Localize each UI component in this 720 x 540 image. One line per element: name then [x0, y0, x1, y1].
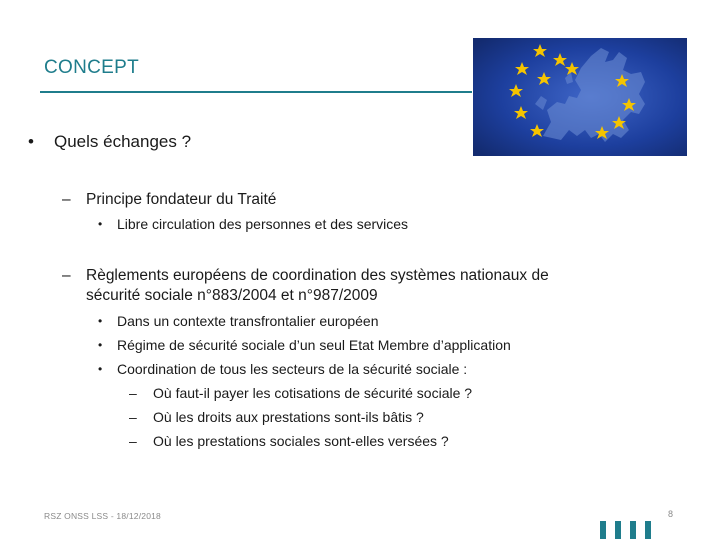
item2-heading-line2: sécurité sociale n°883/2004 et n°987/2009 — [86, 287, 378, 304]
item2-point — [98, 333, 511, 357]
footer-text: RSZ ONSS LSS - 18/12/2018 — [44, 511, 161, 521]
dash-icon: – — [62, 267, 71, 284]
item2-subpoint-text: Où les droits aux prestations sont-ils bâtis ? — [153, 409, 424, 425]
title-underline — [40, 91, 472, 93]
bullet-icon: • — [98, 217, 103, 231]
bullet-icon: • — [28, 132, 34, 151]
dash-icon: – — [62, 191, 71, 208]
item1-point-text: Libre circulation des personnes et des services — [117, 216, 409, 232]
page-number: 8 — [668, 509, 674, 519]
item2-heading — [62, 266, 549, 306]
item2-subpoint — [129, 429, 449, 453]
dash-icon: – — [129, 433, 137, 449]
question-bullet — [28, 132, 191, 152]
bullet-icon: • — [98, 338, 103, 352]
dash-icon: – — [129, 385, 137, 401]
item2-point — [98, 357, 468, 381]
item1-heading — [62, 190, 277, 210]
item2-subpoint — [129, 381, 473, 405]
item1-point — [98, 212, 409, 236]
slide-title: CONCEPT — [44, 57, 139, 78]
question-text: Quels échanges ? — [54, 132, 192, 151]
item2-subpoint-text: Où les prestations sociales sont-elles versées ? — [153, 433, 449, 449]
bullet-icon: • — [98, 362, 103, 376]
item2-point-text: Dans un contexte transfrontalier européen — [117, 313, 379, 329]
item2-point — [98, 309, 379, 333]
item2-point-text: Coordination de tous les secteurs de la sécurité sociale : — [117, 361, 468, 377]
bullet-icon: • — [98, 314, 103, 328]
item2-subpoint — [129, 405, 424, 429]
item2-heading-line1: Règlements européens de coordination des systèmes nationaux de — [86, 267, 549, 284]
organization-logo-icon — [600, 519, 660, 539]
dash-icon: – — [129, 409, 137, 425]
item1-heading-text: Principe fondateur du Traité — [86, 191, 277, 208]
eu-flag-map-image — [473, 38, 687, 156]
item2-point-text: Régime de sécurité sociale d’un seul Etat Membre d’application — [117, 337, 511, 353]
item2-subpoint-text: Où faut-il payer les cotisations de sécurité sociale ? — [153, 385, 473, 401]
